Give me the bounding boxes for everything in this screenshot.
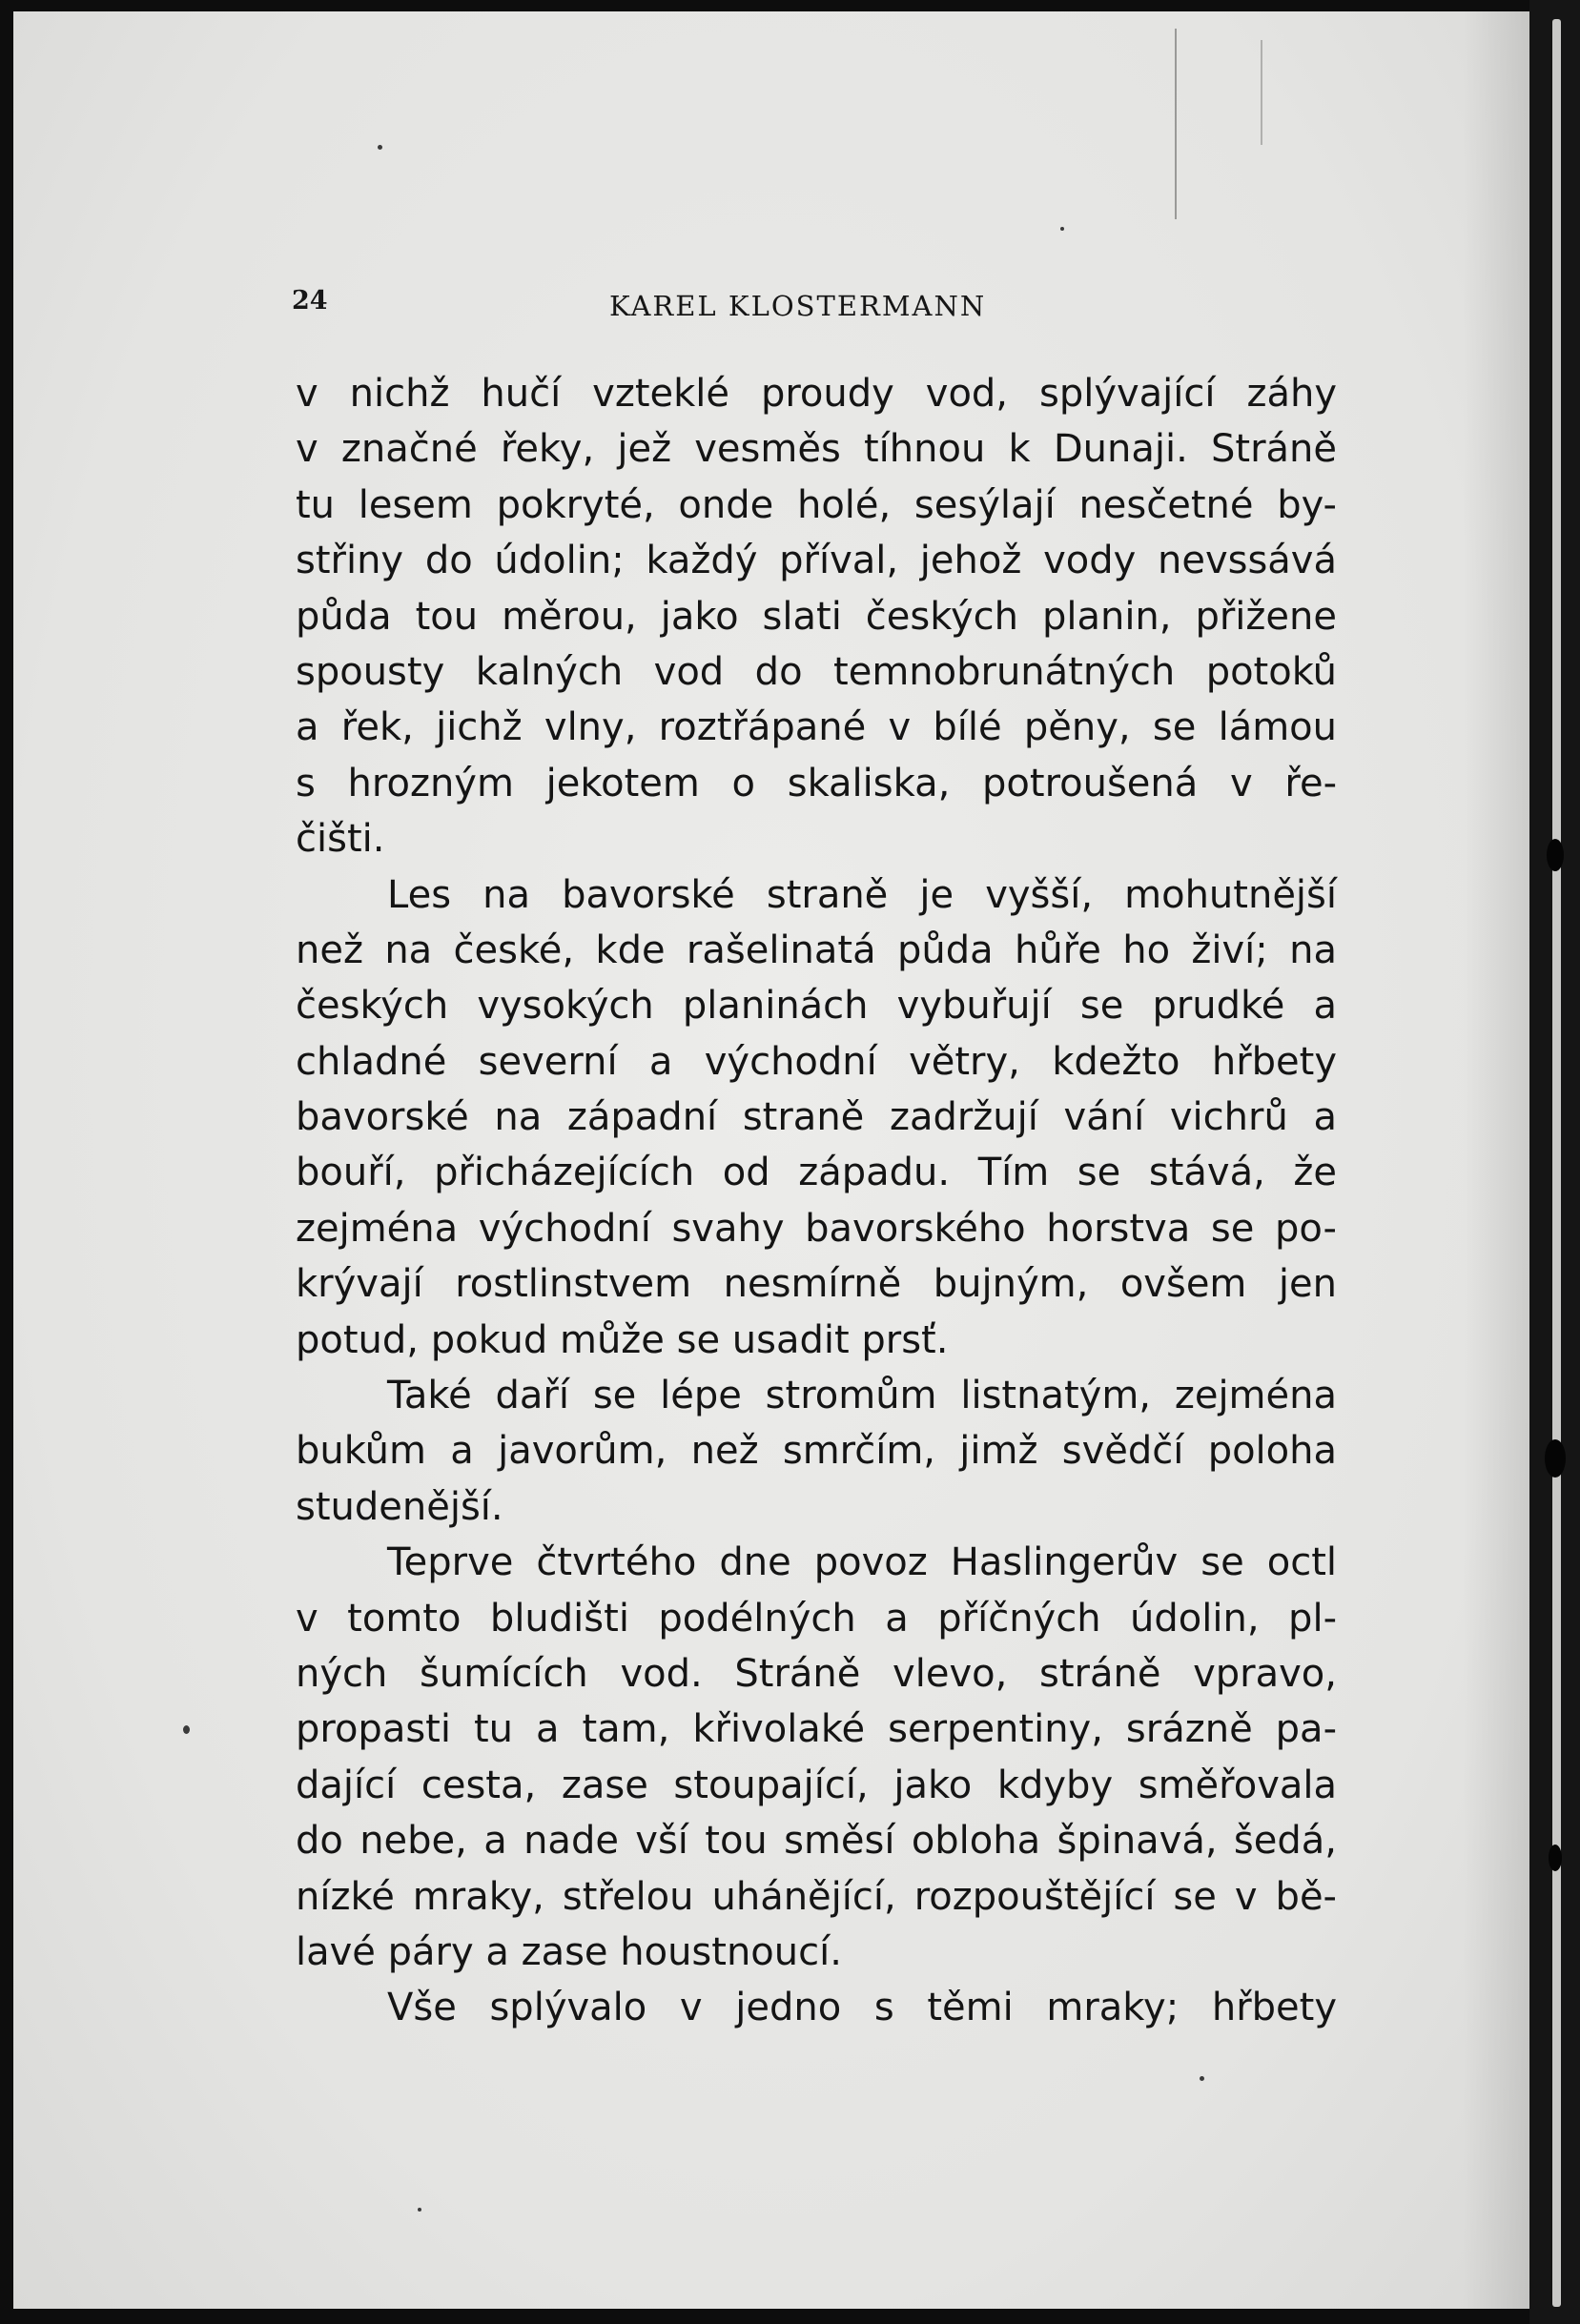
binding-mark	[1545, 1439, 1566, 1478]
text-line: ných šumících vod. Stráně vlevo, stráně vpravo,	[296, 1651, 1337, 1696]
paper-sheet	[13, 11, 1529, 2309]
paper-crease	[1261, 40, 1262, 145]
text-line: bouří, přicházejících od západu. Tím se stává, že	[296, 1151, 1337, 1195]
text-line: v značné řeky, jež vesměs tíhnou k Dunaji. Stráně	[296, 427, 1337, 472]
text-line: a řek, jichž vlny, roztřápané v bílé pěny, se lámou	[296, 705, 1337, 750]
text-line: Vše splývalo v jedno s těmi mraky; hřbety	[387, 1986, 1337, 2030]
text-line: potud, pokud může se usadit prsť.	[296, 1317, 949, 1362]
text-line: zejména východní svahy bavorského horstva se po-	[296, 1206, 1337, 1251]
text-line: do nebe, a nade vší tou směsí obloha špinavá, šedá,	[296, 1819, 1337, 1864]
text-line: s hrozným jekotem o skaliska, potroušená v ře-	[296, 761, 1337, 805]
text-line: v tomto bludišti podélných a příčných údolin, pl-	[296, 1596, 1337, 1641]
text-line: krývají rostlinstvem nesmírně bujným, ovšem jen	[296, 1262, 1337, 1307]
paragraph	[296, 1535, 1337, 1980]
paper-speck	[1060, 227, 1064, 231]
text-line: Také daří se lépe stromům listnatým, zejména	[387, 1374, 1337, 1418]
paper-speck	[1200, 2076, 1204, 2081]
text-line: studenější.	[296, 1484, 503, 1529]
paper-speck	[418, 2208, 421, 2212]
text-line: bavorské na západní straně zadržují vání vichrů a	[296, 1095, 1337, 1140]
text-line: Les na bavorské straně je vyšší, mohutnější	[387, 872, 1337, 917]
text-line: českých vysokých planinách vybuřují se prudké a	[296, 984, 1337, 1029]
text-line: nízké mraky, střelou uhánějící, rozpouštějící se v bě-	[296, 1874, 1337, 1919]
paper-speck	[183, 1725, 190, 1734]
paragraph	[296, 366, 1337, 867]
text-line: spousty kalných vod do temnobrunátných potoků	[296, 649, 1337, 694]
text-line: propasti tu a tam, křivolaké serpentiny, srázně pa-	[296, 1707, 1337, 1752]
paper-crease	[1175, 29, 1177, 219]
text-line: střiny do údolin; každý příval, jehož vody nevssává	[296, 539, 1337, 583]
paper-speck	[378, 145, 382, 150]
text-line: bukům a javorům, než smrčím, jimž svědčí poloha	[296, 1429, 1337, 1474]
page-number: 24	[292, 286, 328, 316]
paragraph	[296, 867, 1337, 1369]
binding-mark	[1549, 1845, 1562, 1871]
text-line: půda tou měrou, jako slati českých planin, přižene	[296, 594, 1337, 639]
text-line: v nichž hučí vzteklé proudy vod, splývající záhy	[296, 372, 1337, 416]
page-edge-shadow	[1463, 11, 1529, 2309]
text-line: chladné severní a východní větry, kdežto hřbety	[296, 1039, 1337, 1084]
binding-mark	[1547, 839, 1564, 871]
running-head: KAREL KLOSTERMANN	[609, 290, 987, 322]
paragraph	[296, 1980, 1337, 2035]
text-line: než na české, kde rašelinatá půda hůře ho živí; na	[296, 928, 1337, 972]
text-line: čišti.	[296, 817, 385, 862]
text-line: dající cesta, zase stoupající, jako kdyby směřovala	[296, 1763, 1337, 1807]
binding-strip	[1552, 19, 1561, 2307]
body-text	[296, 366, 1337, 2036]
text-line: tu lesem pokryté, onde holé, sesýlají nesčetné by-	[296, 482, 1337, 527]
page-header	[292, 286, 1341, 324]
book-binding-edge	[1529, 0, 1580, 2324]
text-line: Teprve čtvrtého dne povoz Haslingerův se octl	[387, 1540, 1337, 1585]
text-line: lavé páry a zase houstnoucí.	[296, 1929, 842, 1974]
paragraph	[296, 1368, 1337, 1535]
